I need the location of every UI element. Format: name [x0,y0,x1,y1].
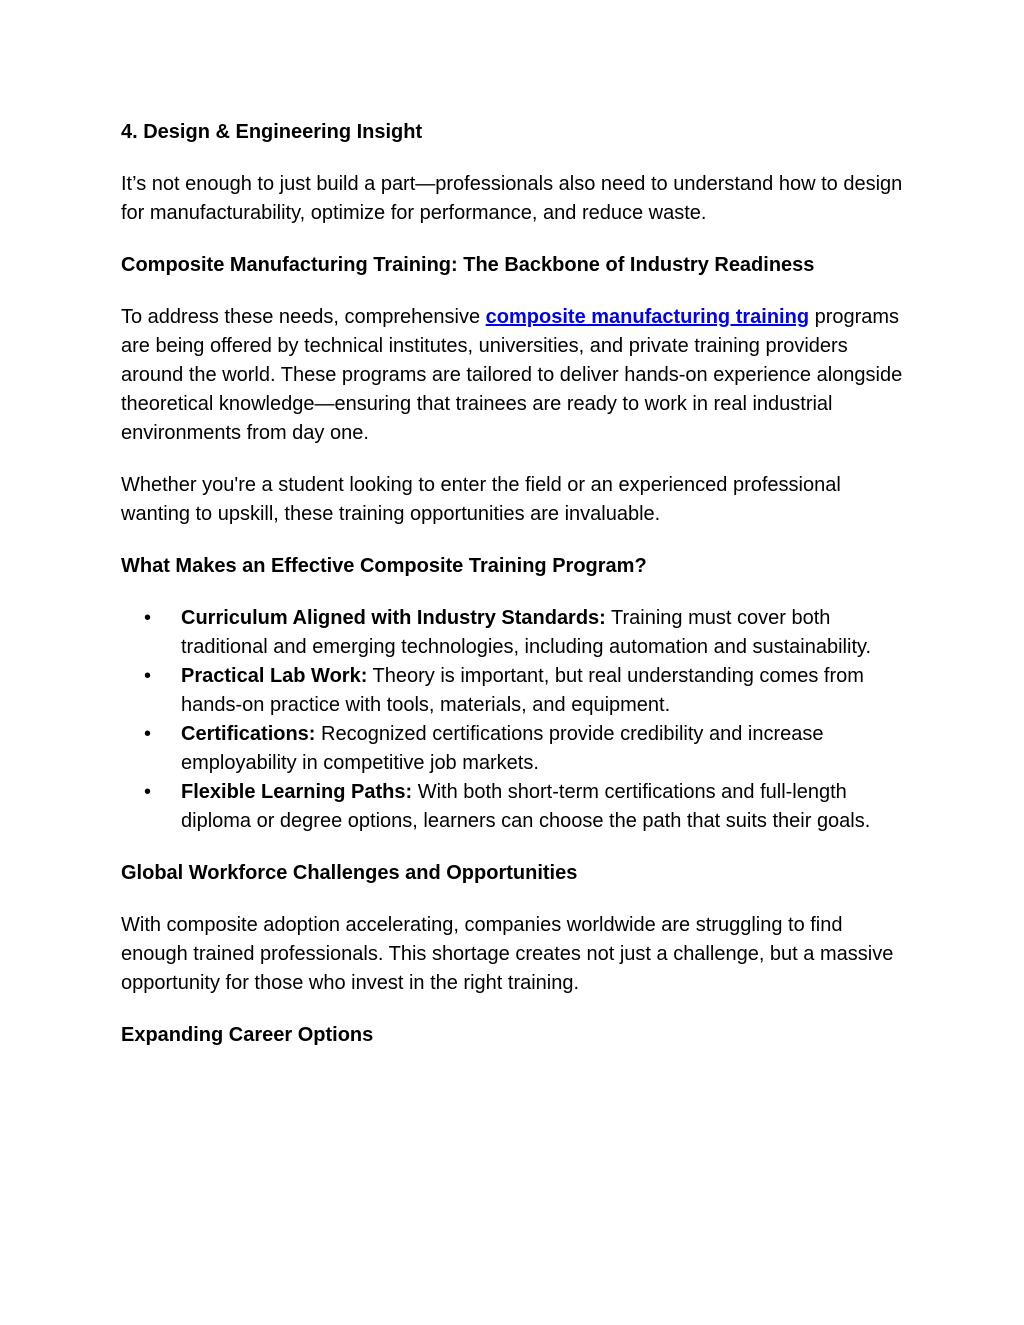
section-heading-global-workforce: Global Workforce Challenges and Opportunities [121,862,578,884]
list-item-text: Recognized certifications provide credibility and increase employability in competitive job markets. [181,723,824,774]
bullet-icon: • [144,607,152,629]
list-item-term: Certifications: [181,723,316,745]
section-heading-career-options: Expanding Career Options [121,1024,374,1046]
composite-manufacturing-training-link[interactable]: composite manufacturing training [485,306,810,328]
list-item-term: Flexible Learning Paths: [181,781,413,803]
list-item-text: Training must cover both traditional and emerging technologies, including automation and sustainability. [181,607,872,658]
paragraph-text-before-link: To address these needs, comprehensive [121,306,486,328]
section-heading-composite-training: Composite Manufacturing Training: The Backbone of Industry Readiness [121,254,815,276]
section-heading-effective-program: What Makes an Effective Composite Training Program? [121,555,647,577]
bullet-icon: • [144,723,152,745]
section-heading-design-engineering: 4. Design & Engineering Insight [121,121,423,143]
document-page [121,118,911,1073]
list-item [121,604,911,662]
effective-program-list [121,604,911,836]
paragraph-global-workforce: With composite adoption accelerating, companies worldwide are struggling to find enough trained professionals. This shortage creates not just a challenge, but a massive opportunity for those who invest in the right training. [121,914,894,994]
bullet-icon: • [144,665,152,687]
paragraph-training-programs [121,303,911,448]
paragraph-design-engineering: It’s not enough to just build a part—professionals also need to understand how to design for manufacturability, optimize for performance, and reduce waste. [121,173,903,224]
list-item-term: Practical Lab Work: [181,665,368,687]
list-item-text: Theory is important, but real understanding comes from hands-on practice with tools, materials, and equipment. [181,665,864,716]
list-item-text: With both short-term certifications and full-length diploma or degree options, learners can choose the path that suits their goals. [181,781,871,832]
list-item [121,662,911,720]
paragraph-text-after-link: programs are being offered by technical institutes, universities, and private training providers around the world. These programs are tailored to deliver hands-on experience alongside theoretical knowledge—ensuring that trainees are ready to work in real industrial environments from day one. [121,306,903,444]
list-item [121,720,911,778]
bullet-icon: • [144,781,152,803]
paragraph-student-professional: Whether you're a student looking to enter the field or an experienced professional wanting to upskill, these training opportunities are invaluable. [121,474,841,525]
list-item-term: Curriculum Aligned with Industry Standards: [181,607,606,629]
list-item [121,778,911,836]
